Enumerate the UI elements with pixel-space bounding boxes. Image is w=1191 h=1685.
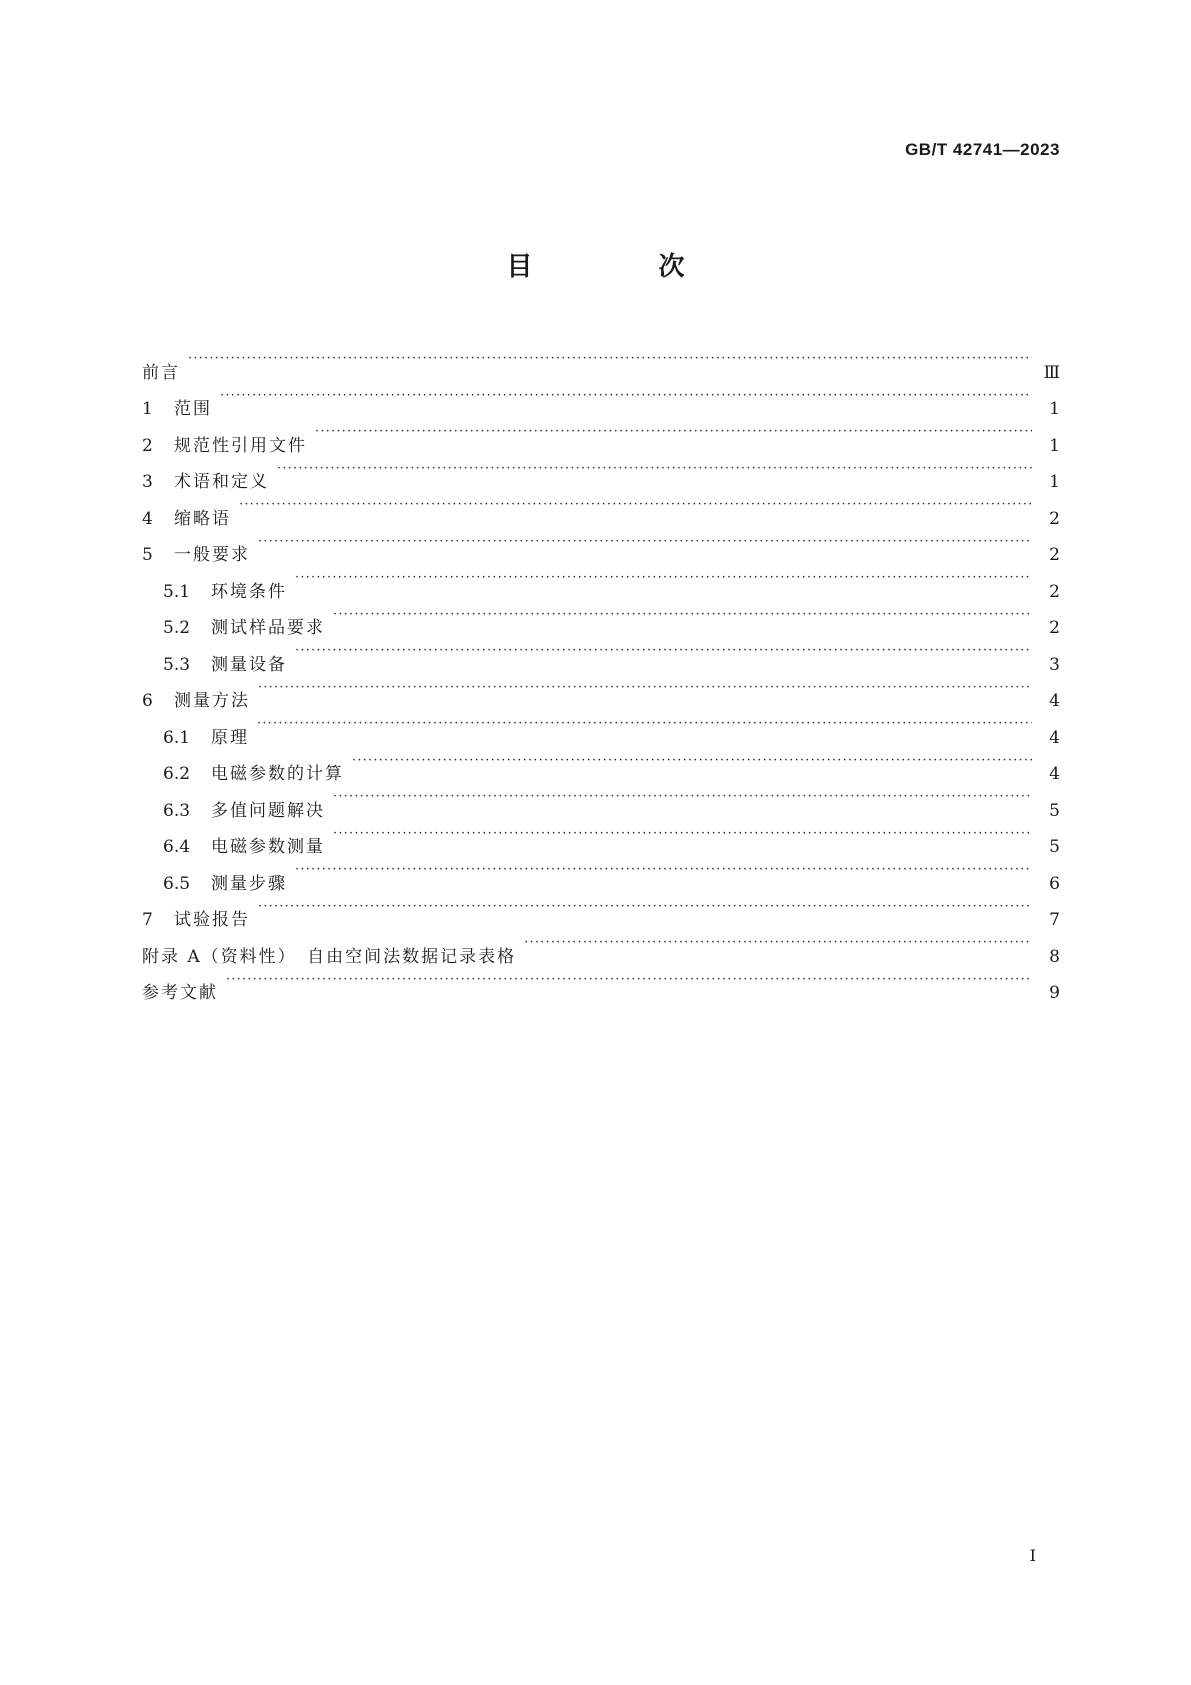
toc-entry-page: 2 bbox=[1049, 618, 1060, 638]
toc-leader-dots bbox=[333, 779, 1032, 816]
page-number: Ⅰ bbox=[1029, 1546, 1036, 1565]
toc-leader-dots bbox=[258, 524, 1032, 561]
toc-entry-title: 前言 bbox=[142, 362, 180, 383]
toc-entry[interactable] bbox=[142, 487, 1060, 529]
toc-entry-title: 原理 bbox=[211, 727, 249, 748]
toc-entry-title: 一般要求 bbox=[174, 545, 250, 565]
table-of-contents bbox=[142, 341, 1060, 1003]
toc-leader-dots bbox=[295, 633, 1032, 670]
toc-entry-number: 5.3 bbox=[163, 654, 191, 675]
toc-entry-number: 6.3 bbox=[163, 800, 191, 821]
toc-entry[interactable] bbox=[142, 670, 1060, 711]
toc-entry-title: 缩略语 bbox=[174, 508, 231, 529]
toc-entry-title: 参考文献 bbox=[142, 983, 218, 1003]
toc-entry-page: 5 bbox=[1049, 800, 1060, 821]
toc-entry-number: 4 bbox=[142, 508, 153, 529]
toc-leader-dots bbox=[258, 670, 1032, 707]
toc-entry-title: 附录 A（资料性） 自由空间法数据记录表格 bbox=[142, 946, 517, 967]
toc-entry-page: 7 bbox=[1049, 910, 1060, 930]
toc-entry-title: 环境条件 bbox=[211, 581, 287, 602]
toc-entry-number: 5.2 bbox=[163, 618, 191, 638]
toc-entry[interactable] bbox=[142, 925, 1060, 967]
toc-leader-dots bbox=[257, 706, 1032, 743]
toc-entry-page: Ⅲ bbox=[1043, 362, 1060, 383]
toc-entry-page: 1 bbox=[1049, 435, 1060, 456]
toc-entry-number: 6.4 bbox=[163, 837, 191, 857]
toc-entry[interactable] bbox=[142, 524, 1060, 565]
toc-entry-number: 6.2 bbox=[163, 764, 191, 784]
toc-entry-page: 4 bbox=[1049, 764, 1060, 784]
toc-entry-title: 测量方法 bbox=[174, 691, 250, 711]
toc-entry-page: 1 bbox=[1049, 399, 1060, 419]
toc-leader-dots bbox=[258, 889, 1032, 926]
toc-entry-page: 3 bbox=[1049, 654, 1060, 675]
toc-entry-page: 5 bbox=[1049, 837, 1060, 857]
toc-leader-dots bbox=[524, 925, 1032, 962]
toc-leader-dots bbox=[315, 414, 1032, 451]
toc-entry[interactable] bbox=[142, 451, 1060, 492]
toc-entry-page: 8 bbox=[1049, 946, 1060, 967]
toc-entry[interactable] bbox=[142, 889, 1060, 930]
toc-entry-title: 测量步骤 bbox=[211, 873, 287, 894]
toc-entry-title: 测量设备 bbox=[211, 654, 287, 675]
toc-entry[interactable] bbox=[142, 341, 1060, 383]
toc-entry-title: 规范性引用文件 bbox=[174, 435, 307, 456]
toc-entry-title: 术语和定义 bbox=[174, 472, 269, 492]
toc-entry-title: 电磁参数测量 bbox=[211, 837, 325, 857]
toc-leader-dots bbox=[220, 378, 1032, 415]
toc-entry-number: 6 bbox=[142, 691, 153, 711]
toc-leader-dots bbox=[226, 962, 1032, 999]
toc-entry[interactable] bbox=[142, 414, 1060, 456]
toc-leader-dots bbox=[188, 341, 1032, 378]
toc-entry-page: 2 bbox=[1049, 508, 1060, 529]
toc-entry[interactable] bbox=[142, 706, 1060, 748]
toc-entry-number: 1 bbox=[142, 399, 153, 419]
toc-entry-number: 5.1 bbox=[163, 581, 191, 602]
toc-entry-page: 6 bbox=[1049, 873, 1060, 894]
toc-entry-number: 2 bbox=[142, 435, 153, 456]
toc-entry-page: 2 bbox=[1049, 545, 1060, 565]
toc-entry[interactable] bbox=[142, 962, 1060, 1003]
toc-entry-page: 2 bbox=[1049, 581, 1060, 602]
toc-entry-page: 4 bbox=[1049, 727, 1060, 748]
toc-entry-title: 范围 bbox=[174, 399, 212, 419]
toc-leader-dots bbox=[295, 560, 1032, 597]
toc-leader-dots bbox=[352, 743, 1032, 780]
toc-entry[interactable] bbox=[142, 560, 1060, 602]
toc-leader-dots bbox=[239, 487, 1032, 524]
standard-code: GB/T 42741—2023 bbox=[905, 140, 1060, 159]
toc-entry-number: 6.1 bbox=[163, 727, 191, 748]
toc-entry-number: 7 bbox=[142, 910, 153, 930]
toc-entry-number: 5 bbox=[142, 545, 153, 565]
toc-entry[interactable] bbox=[142, 743, 1060, 784]
toc-leader-dots bbox=[333, 597, 1032, 634]
toc-entry-title: 电磁参数的计算 bbox=[211, 764, 344, 784]
toc-entry-page: 9 bbox=[1049, 983, 1060, 1003]
toc-entry-number: 3 bbox=[142, 472, 153, 492]
toc-entry-title: 测试样品要求 bbox=[211, 618, 325, 638]
toc-leader-dots bbox=[333, 816, 1032, 853]
toc-entry[interactable] bbox=[142, 378, 1060, 419]
toc-entry-number: 6.5 bbox=[163, 873, 191, 894]
toc-entry-title: 多值问题解决 bbox=[211, 800, 325, 821]
page-title: 目 次 bbox=[506, 252, 735, 282]
toc-leader-dots bbox=[277, 451, 1032, 488]
toc-entry-page: 1 bbox=[1049, 472, 1060, 492]
toc-entry-page: 4 bbox=[1049, 691, 1060, 711]
toc-leader-dots bbox=[295, 852, 1032, 889]
toc-entry-title: 试验报告 bbox=[174, 910, 250, 930]
